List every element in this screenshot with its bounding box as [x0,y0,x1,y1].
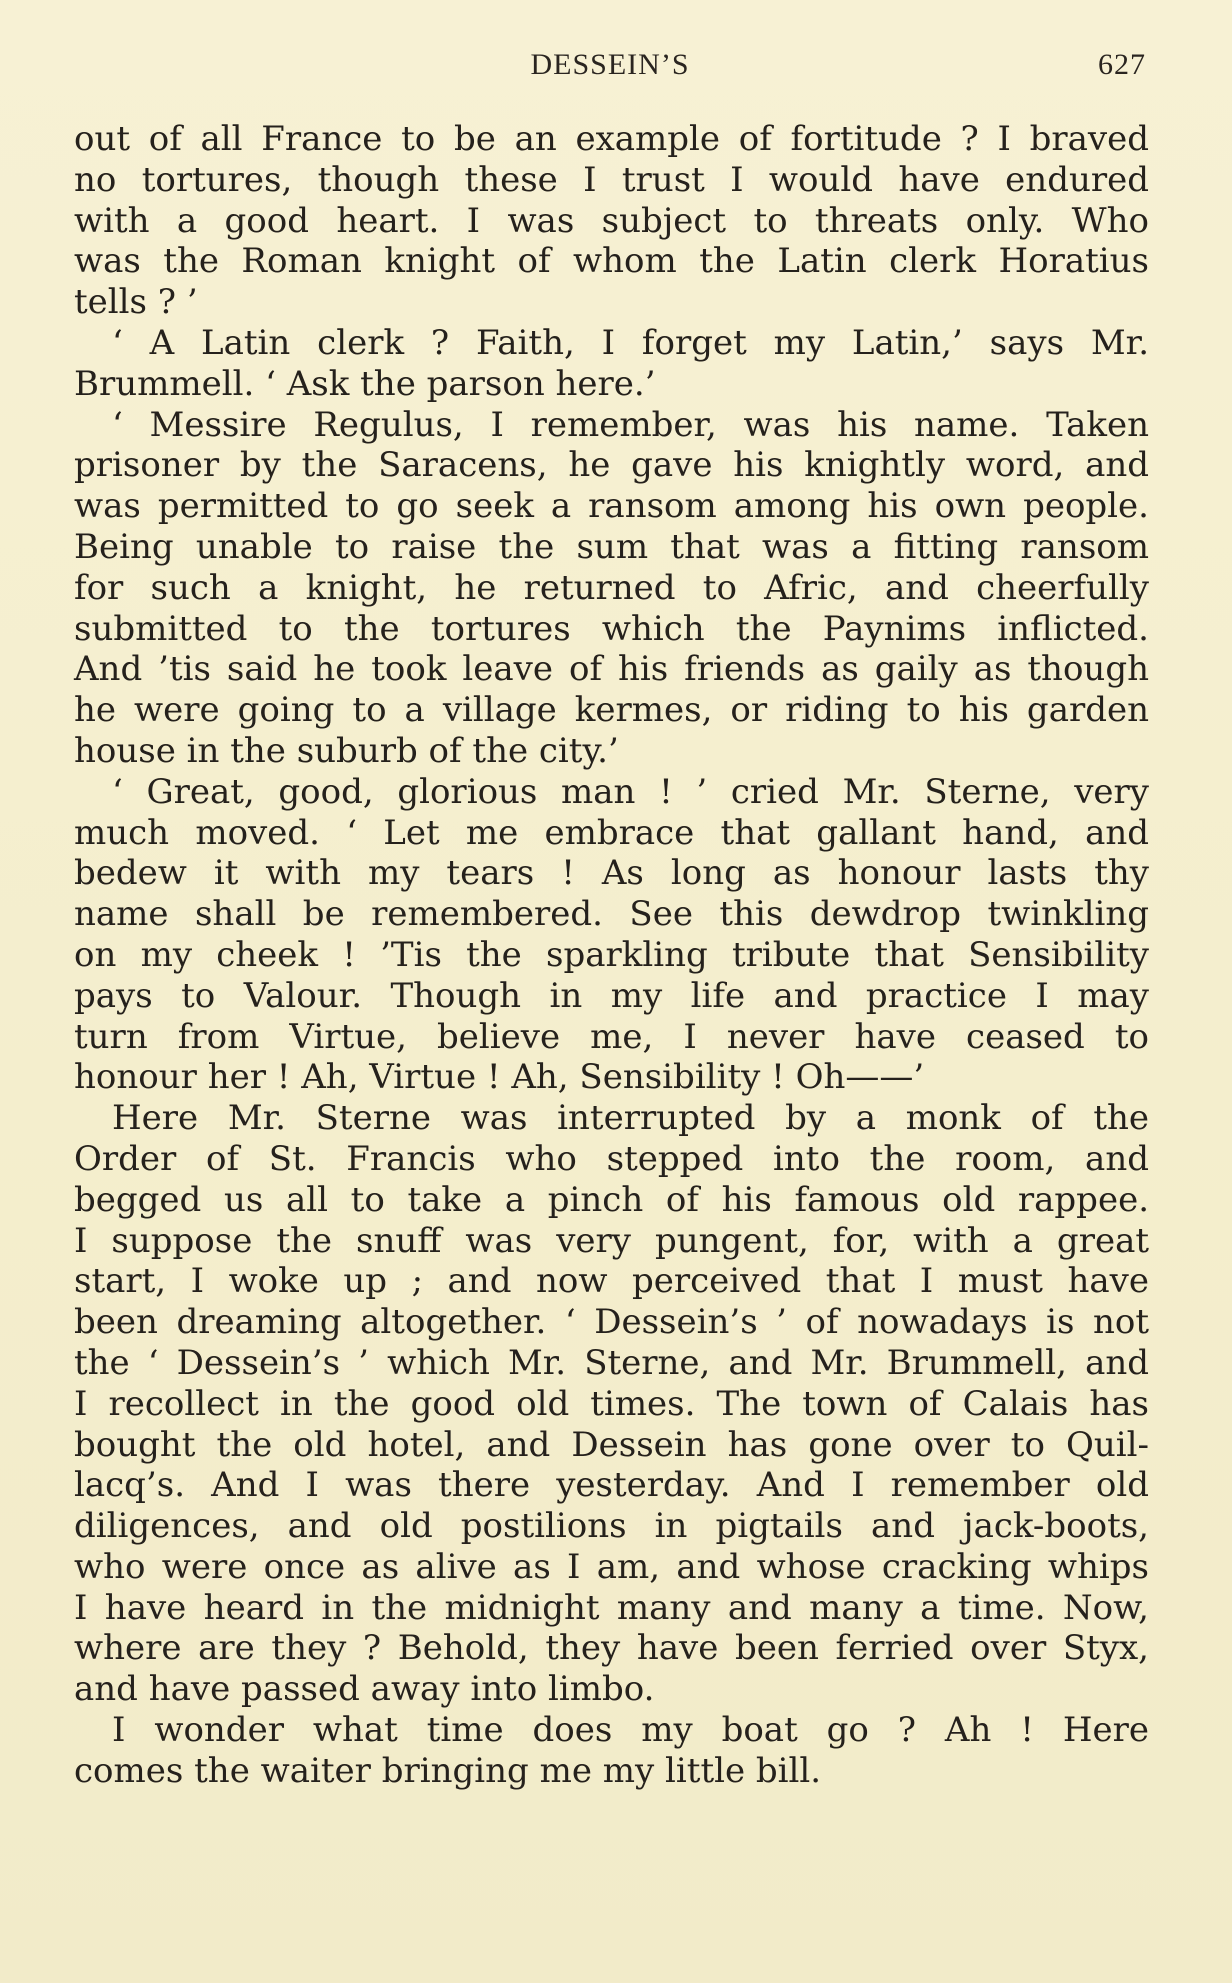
text-line: ‘ Messire Regulus, I remember, was his name. Taken [112,404,1149,445]
text-line: was the Roman knight of whom the Latin clerk Horatius [74,241,1149,282]
text-line: begged us all to take a pinch of his famous old rappee. [74,1179,1149,1220]
text-line: on my cheek ! ’Tis the sparkling tribute that Sensibility [74,934,1149,975]
body-text [74,119,1149,1792]
text-line: bedew it with my tears ! As long as honour lasts thy [74,853,1149,894]
text-line: where are they ? Behold, they have been ferried over Styx, [74,1628,1149,1669]
text-line: with a good heart. I was subject to threats only. Who [74,200,1149,241]
text-line: turn from Virtue, believe me, I never have ceased to [74,1016,1149,1057]
text-line: I wonder what time does my boat go ? Ah ! Here [112,1710,1149,1751]
text-line: comes the waiter bringing me my little bill. [74,1750,822,1791]
running-header [74,48,1146,88]
text-line: I have heard in the midnight many and many a time. Now, [74,1587,1149,1628]
text-line: lacq’s. And I was there yesterday. And I remember old [74,1465,1149,1506]
text-line: was permitted to go seek a ransom among his own people. [74,486,1149,527]
text-line: much moved. ‘ Let me embrace that gallant hand, and [74,812,1149,853]
text-line: been dreaming altogether. ‘ Dessein’s ’ of nowadays is not [74,1302,1149,1343]
text-line: Here Mr. Sterne was interrupted by a monk of the [112,1098,1149,1139]
text-line: prisoner by the Saracens, he gave his knightly word, and [74,445,1149,486]
page-number: 627 [1098,48,1146,81]
text-line: he were going to a village kermes, or riding to his garden [74,690,1149,731]
text-line: ‘ A Latin clerk ? Faith, I forget my Latin,’ says Mr. [112,322,1149,363]
text-line: who were once as alive as I am, and whose cracking whips [74,1546,1149,1587]
text-line: bought the old hotel, and Dessein has gone over to Quil- [74,1424,1149,1465]
text-line: and have passed away into limbo. [74,1669,655,1710]
text-line: no tortures, though these I trust I would have endured [74,159,1149,200]
text-line: And ’tis said he took leave of his friends as gaily as though [74,649,1149,690]
text-line: tells ? ’ [74,282,198,323]
text-line: diligences, and old postilions in pigtails and jack-boots, [74,1506,1149,1547]
text-line: Order of St. Francis who stepped into the room, and [74,1138,1149,1179]
text-line: the ‘ Dessein’s ’ which Mr. Sterne, and Mr. Brummell, and [74,1342,1149,1383]
text-line: start, I woke up ; and now perceived that I must have [74,1261,1149,1302]
text-line: Brummell. ‘ Ask the parson here.’ [74,363,656,404]
text-line: submitted to the tortures which the Paynims inflicted. [74,608,1149,649]
text-line: for such a knight, he returned to Afric, and cheerfully [74,567,1149,608]
text-line: house in the suburb of the city.’ [74,730,619,771]
text-line: I recollect in the good old times. The town of Calais has [74,1383,1149,1424]
text-line: out of all France to be an example of fortitude ? I braved [74,119,1149,159]
text-line: I suppose the snuff was very pungent, for, with a great [74,1220,1149,1261]
text-line: ‘ Great, good, glorious man ! ’ cried Mr. Sterne, very [112,771,1149,812]
text-line: name shall be remembered. See this dewdrop twinkling [74,894,1149,935]
running-title: DESSEIN’S [530,48,690,81]
text-line: Being unable to raise the sum that was a fitting ransom [74,526,1149,567]
text-line: pays to Valour. Though in my life and practice I may [74,975,1149,1016]
text-line: honour her ! Ah, Virtue ! Ah, Sensibility ! Oh——’ [74,1057,925,1098]
